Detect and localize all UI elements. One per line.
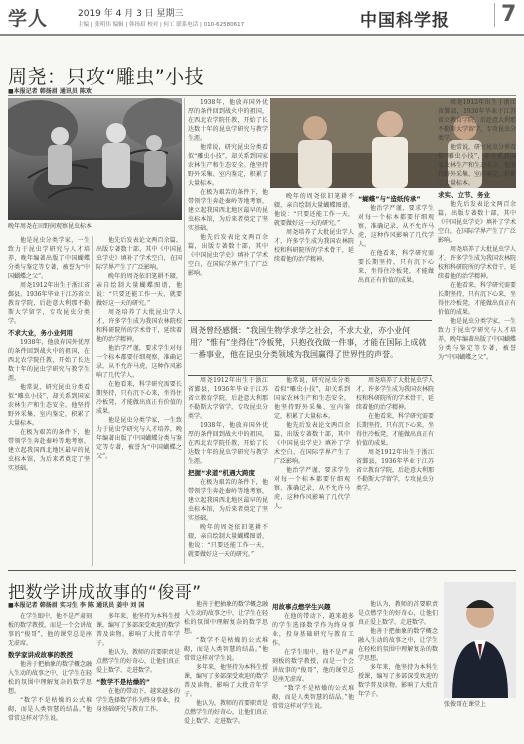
article1-column-3: [188, 98, 268, 316]
article1-paragraph: 他是昆虫分类学家，一生致力于昆虫学研究与人才培养，晚年编著出版了中国蝴蝶分类与鉴定等专著，被誉为“中国蝴蝶之父”。: [96, 417, 182, 460]
article1-paragraph: 他先后发表论文两百余篇，出版专著数十部，其中《中国昆虫学史》填补了学术空白，在国际学界产生了广泛影响。: [274, 422, 350, 465]
article2-column-5: [358, 600, 438, 740]
article2-paragraph: 他认为，教师的首要职责是点燃学生的好奇心，让他们真正爱上数学、走进数学。: [96, 649, 180, 674]
article1-paragraph: 周尧培养了大批昆虫学人才，许多学生成为我国农林院校和科研院所的学术骨干，延续着他的治学精神。: [356, 377, 434, 411]
article2-paragraph: 他认为，教师的首要职责是点燃学生的好奇心，让他们真正爱上数学、走进数学。: [358, 601, 438, 626]
article2-portrait-photo: [444, 582, 516, 698]
article2-paragraph: 多年来，他坚持为本科生授课，编写了多部深受欢迎的数学普及读物，影响了大批青年学子。: [96, 613, 180, 647]
article1-paragraph: 周尧培养了大批昆虫学人才，许多学生成为我国农林院校和科研院所的学术骨干，延续着他的治学精神。: [96, 309, 182, 343]
article2-paragraph: 多年来，他坚持为本科生授课，编写了多部深受欢迎的数学普及读物，影响了大批青年学子。: [184, 664, 268, 698]
article1-rule: [8, 95, 516, 96]
article1-paragraph: 他常说，研究昆虫分类看似“雕虫小技”，却关系到国家农林生产和生态安全。他坚持野外采集、室内鉴定，积累了大量标本。: [438, 144, 516, 187]
article1-paragraph: 周尧1912年出生于浙江省鄞县，1936年毕业于江苏省立教育学院，后赴意大利那不勒斯大学留学，专攻昆虫分类学。: [188, 377, 268, 420]
article2-photo-caption: 张俊哥在课堂上: [444, 701, 487, 708]
article1-pullquote: 周尧曾经感慨：“我国生物学求学之社会，不求大业，亦小业何用？”惟有“坐得住”冷板凳，只抱孜孜做一件事，才能在国际上成就一番事业，他在昆虫分类领域为我国赢得了世界性的声誉。: [188, 320, 432, 376]
article1-paragraph: 周尧1912年出生于浙江省鄞县，1936年毕业于江苏省立教育学院，后赴意大利那不勒斯大学留学，专攻昆虫分类学。: [8, 282, 90, 325]
article1-paragraph: 他先后发表论文两百余篇，出版专著数十部，其中《中国昆虫学史》填补了学术空白，在国际学界产生了广泛影响。: [188, 234, 268, 277]
article1-paragraph: 周尧培养了大批昆虫学人才，许多学生成为我国农林院校和科研院所的学术骨干，延续着他的治学精神。: [438, 246, 516, 280]
paper-name: 中国科学报: [360, 11, 450, 31]
article2-paragraph: 在他的带动下，越来越多的学生选择数学作为终身事业，投身基础研究与教育工作。: [272, 613, 354, 647]
article1-paragraph: 他治学严谨，要求学生对每一个标本都要仔细观察、准确记录，从不允许马虎，这种作风影响了几代学人。: [274, 467, 350, 510]
article1-column-7: [188, 376, 268, 564]
article2-paragraph: 在他的带动下，越来越多的学生选择数学作为终身事业，投身基础研究与教育工作。: [96, 688, 180, 713]
article2-paragraph: 他认为，教师的首要职责是点燃学生的好奇心，让他们真正爱上数学、走进数学。: [184, 700, 268, 725]
article1-column-1: [8, 236, 90, 488]
article1-subhead: 不求大业，务小业何用: [8, 329, 73, 337]
column-divider: [92, 236, 93, 566]
article1-paragraph: 他治学严谨，要求学生对每一个标本都要仔细观察、准确记录，从不允许马虎，这种作风影响了几代学人。: [96, 345, 182, 379]
article2-paragraph: 他善于把抽象的数学概念融入生动的故事之中，让学生在轻松的氛围中理解复杂的数学思想。: [8, 661, 92, 695]
article1-paragraph: 在他看来，科学研究需要长期坚持，只有沉下心来，坐得住冷板凳，才能做出真正有价值的成果。: [358, 250, 434, 284]
issue-date: 2019 年 4 月 3 日 星期三: [78, 9, 184, 19]
article1-paragraph: 周尧1912年出生于浙江省鄞县，1936年毕业于江苏省立教育学院，后赴意大利那不勒斯大学留学，专攻昆虫分类学。: [438, 99, 516, 142]
article1-paragraph: 在他看来，科学研究需要长期坚持，只有沉下心来，坐得住冷板凳，才能做出真正有价值的成果。: [356, 413, 434, 447]
article1-paragraph: 他治学严谨，要求学生对每一个标本都要仔细观察、准确记录，从不允许马虎，这种作风影响了几代学人。: [358, 205, 434, 248]
article2-headline: 把数学讲成故事的“俊哥”: [8, 583, 202, 603]
article2-paragraph: “数学不是枯燥的公式堆砌，而是人类智慧的结晶。”他常常这样对学生说。: [184, 637, 268, 662]
article2-paragraph: “数学不是枯燥的公式堆砌，而是人类智慧的结晶。”他常常这样对学生说。: [272, 685, 354, 710]
article1-main-photo: [8, 98, 182, 220]
article1-paragraph: 他先后发表论文两百余篇，出版专著数十部，其中《中国昆虫学史》填补了学术空白，在国际学界产生了广泛影响。: [438, 201, 516, 244]
article2-paragraph: 在学生眼中，他不是严肃刻板的数学教授，而是一个会讲故事的“俊哥”，他的课堂总是座无虚席。: [8, 613, 92, 647]
article1-paragraph: 他常说，研究昆虫分类看似“雕虫小技”，却关系到国家农林生产和生态安全。他坚持野外采集、室内鉴定，积累了大量标本。: [8, 384, 90, 427]
article1-paragraph: 晚年的周尧依旧笔耕不辍，亲自绘制大量蝴蝶图谱，他说：“只要还能工作一天，就要做好这一天的研究。”: [96, 273, 182, 307]
article1-paragraph: 晚年的周尧依旧笔耕不辍，亲自绘制大量蝴蝶图谱，他说：“只要还能工作一天，就要做好这一天的研究。”: [274, 193, 354, 227]
article2-column-3: [184, 600, 268, 740]
article1-paragraph: 周尧1912年出生于浙江省鄞县，1936年毕业于江苏省立教育学院，后赴意大利那不勒斯大学留学，专攻昆虫分类学。: [356, 449, 434, 492]
article1-paragraph: 在极为艰苦的条件下，他带领学生奔赴秦岭等地考察，建立起我国西北地区最早的昆虫标本馆，为后来者奠定了坚实基础。: [188, 189, 268, 232]
article2-paragraph: 多年来，他坚持为本科生授课，编写了多部深受欢迎的数学普及读物，影响了大批青年学子。: [358, 664, 438, 698]
article2-column-1: [8, 612, 92, 740]
article2-paragraph: 在学生眼中，他不是严肃刻板的数学教授，而是一个会讲故事的“俊哥”，他的课堂总是座无虚席。: [272, 649, 354, 683]
article1-headline: 周尧：只攻“雕虫”小技: [8, 66, 205, 88]
article1-paragraph: 晚年的周尧依旧笔耕不辍，亲自绘制大量蝴蝶图谱，他说：“只要还能工作一天，就要做好这一天的研究。”: [188, 524, 268, 558]
article1-subhead: 求实、立节、务业: [438, 191, 490, 199]
article1-column-4: [274, 192, 354, 316]
article1-paragraph: 他是昆虫分类学家，一生致力于昆虫学研究与人才培养，晚年编著出版了中国蝴蝶分类与鉴定等专著，被誉为“中国蝴蝶之父”。: [438, 318, 516, 361]
column-divider: [184, 98, 185, 564]
article1-subhead: 把握“求道”机遇大跨度: [188, 469, 256, 477]
article2-paragraph: 他善于把抽象的数学概念融入生动的故事之中，让学生在轻松的氛围中理解复杂的数学思想。: [358, 628, 438, 662]
article1-paragraph: 他是昆虫分类学家，一生致力于昆虫学研究与人才培养，晚年编著出版了中国蝴蝶分类与鉴定等专著，被誉为“中国蝴蝶之父”。: [8, 237, 90, 280]
section-name: 学人: [8, 8, 49, 30]
article1-paragraph: 1938年，他放弃国外优厚的条件回到战火中的祖国，在西北农学院任教，开始了长达数十年的昆虫学研究与教学生涯。: [8, 339, 90, 382]
article2-paragraph: “数学不是枯燥的公式堆砌，而是人类智慧的结晶。”他常常这样对学生说。: [8, 697, 92, 722]
article1-column-6: [438, 98, 516, 564]
article1-paragraph: 在他看来，科学研究需要长期坚持，只有沉下心来，坐得住冷板凳，才能做出真正有价值的成果。: [438, 282, 516, 316]
article2-byline: ■本报记者 韩扬眉 实习生 李 陈 通讯员 姜中 刘 国: [8, 602, 145, 609]
article1-paragraph: 他常说，研究昆虫分类看似“雕虫小技”，却关系到国家农林生产和生态安全。他坚持野外采集、室内鉴定，积累了大量标本。: [188, 144, 268, 187]
article2-subhead: 数学家讲成故事的教授: [8, 651, 73, 659]
article-separator: [8, 570, 516, 571]
article1-paragraph: 1938年，他放弃国外优厚的条件回到战火中的祖国，在西北农学院任教，开始了长达数十年的昆虫学研究与教学生涯。: [188, 422, 268, 465]
article2-paragraph: 他善于把抽象的数学概念融入生动的故事之中，让学生在轻松的氛围中理解复杂的数学思想。: [184, 601, 268, 635]
article1-paragraph: 他常说，研究昆虫分类看似“雕虫小技”，却关系到国家农林生产和生态安全。他坚持野外采集、室内鉴定，积累了大量标本。: [274, 377, 350, 420]
article1-column-8: [274, 376, 350, 564]
article1-paragraph: 在极为艰苦的条件下，他带领学生奔赴秦岭等地考察，建立起我国西北地区最早的昆虫标本馆，为后来者奠定了坚实基础。: [8, 429, 90, 472]
article1-column-2: [96, 236, 182, 564]
article2-column-4: [272, 600, 354, 740]
article1-column-9: [356, 376, 434, 564]
editors-line: 主编 | 张明伟 编辑 | 韩扬眉 校对 | 何工 联系电话 | 010-62580617: [78, 22, 245, 28]
article2-subhead: “数学不是枯燥的”: [96, 678, 151, 686]
article1-paragraph: 在极为艰苦的条件下，他带领学生奔赴秦岭等地考察，建立起我国西北地区最早的昆虫标本馆，为后来者奠定了坚实基础。: [188, 479, 268, 522]
article2-subhead: 用故事点燃学生兴趣: [272, 603, 331, 611]
article1-subhead: “蝴蝶”与“造纸传承”: [358, 195, 421, 203]
article1-paragraph: 周尧培养了大批昆虫学人才，许多学生成为我国农林院校和科研院所的学术骨干，延续着他的治学精神。: [274, 229, 354, 263]
article1-column-5: [358, 192, 434, 316]
article1-byline: ■本报记者 韩扬眉 通讯员 陈欢: [8, 88, 92, 95]
article1-paragraph: 他先后发表论文两百余篇，出版专著数十部，其中《中国昆虫学史》填补了学术空白，在国际学界产生了广泛影响。: [96, 237, 182, 271]
article1-paragraph: 1938年，他放弃国外优厚的条件回到战火中的祖国，在西北农学院任教，开始了长达数十年的昆虫学研究与教学生涯。: [188, 99, 268, 142]
article2-column-2: [96, 612, 180, 740]
article1-paragraph: 在他看来，科学研究需要长期坚持，只有沉下心来，坐得住冷板凳，才能做出真正有价值的成果。: [96, 381, 182, 415]
article1-photo-caption: 晚年周尧在田野间观察昆虫标本: [8, 223, 93, 230]
masthead: [0, 0, 524, 36]
page-number: 7: [494, 3, 516, 27]
